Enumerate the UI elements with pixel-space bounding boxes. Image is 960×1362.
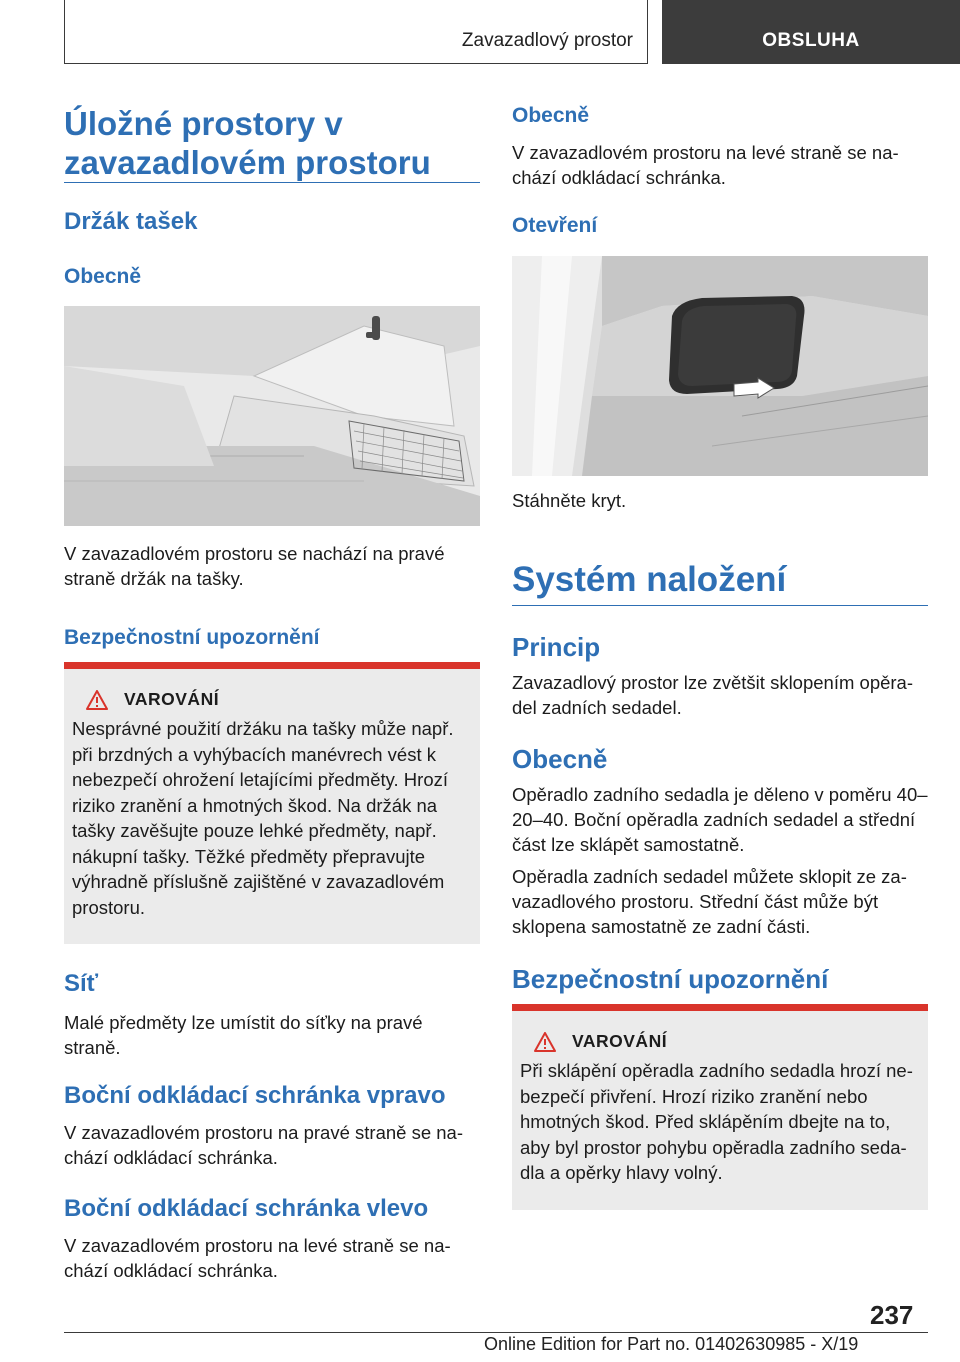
bag-holder-paragraph: V zavazadlovém prostoru se nachází na pravé straně držák na tašky. (64, 543, 445, 589)
principle-paragraph: Zavazadlový prostor lze zvětšit sklopením opěradel zadních sedadel. (512, 672, 914, 718)
footer-rule (64, 1332, 928, 1333)
loading-title-rule (512, 605, 928, 606)
net-paragraph: Malé předměty lze umístit do síťky na pravé straně. (64, 1012, 423, 1058)
footer-edition: Online Edition for Part no. 01402630985 - X/19 (484, 1334, 859, 1354)
warning-box-right (512, 1004, 928, 1210)
heading-net: Síť (64, 970, 99, 997)
heading-principle: Princip (512, 632, 601, 662)
warning-header (72, 689, 470, 710)
heading-right-box: Boční odkládací schránka vpravo (64, 1082, 446, 1109)
trunk-illustration (64, 306, 480, 526)
general2a-paragraph: Opěradlo zadního sedadla je děleno v poměru 40–20–40. Boční opěradla zadních sedadel a střední část lze sklápět samostatně. (512, 784, 928, 855)
heading-general: Obecně (64, 265, 142, 288)
page-number: 237 (870, 1300, 914, 1330)
right-box-paragraph: V zavazadlovém prostoru na pravé straně se nachází odkládací schránka. (64, 1122, 463, 1168)
header-frame (64, 0, 648, 64)
warning-triangle-icon (534, 1032, 556, 1052)
heading-bag-holder: Držák tašek (64, 208, 198, 235)
general-right-paragraph: V zavazadlovém prostoru na levé straně se nachází odkládací schránka. (512, 142, 899, 188)
warning-text: Nesprávné použití držáku na tašky může např. při brzdných a vyhýbacích manévrech vést k nebezpečí ohrožení letajícími předměty. Hrozí riziko zranění a hmotných škod. Na držák na tašky zavěšujte pouze lehké předměty, např. nákupní tašky. Těžké předměty přepravujte výhradně příslušně zajištěné v zavazadlovém prostoru. (72, 718, 454, 918)
heading-general-right: Obecně (512, 104, 590, 127)
heading-safety-right: Bezpečnostní upozornění (512, 964, 829, 994)
warning-triangle-icon (86, 690, 108, 710)
heading-open: Otevření (512, 214, 598, 237)
header-chapter-label: OBSLUHA (762, 30, 860, 51)
trunk-bag-holder-image (64, 306, 480, 526)
left-box-paragraph: V zavazadlovém prostoru na levé straně se nachází odkládací schránka. (64, 1235, 451, 1281)
warning-title-right: VAROVÁNÍ (572, 1031, 668, 1051)
header-chapter-tab (662, 0, 960, 64)
warning-title: VAROVÁNÍ (124, 689, 220, 709)
heading-safety: Bezpečnostní upozornění (64, 626, 320, 649)
header-section-title: Zavazadlový prostor (461, 30, 633, 51)
warning-text-right: Při sklápění opěradla zadního sedadla hrozí nebezpečí přivření. Hrozí riziko zranění nebo hmotných škod. Před sklápěním dbejte na to, aby byl prostor pohybu opěradla zadního sedadla a opěrky hlavy volný. (520, 1060, 913, 1183)
warning-box (64, 662, 480, 944)
heading-general2: Obecně (512, 744, 608, 774)
general2b-paragraph: Opěradla zadních sedadel můžete sklopit ze zavazadlového prostoru. Střední část může být sklopena samostatně ze zadní části. (512, 866, 907, 937)
heading-left-box: Boční odkládací schránka vlevo (64, 1195, 429, 1222)
page-title: Úložné prostory v zavazadlovém prostoru (64, 105, 431, 181)
warning-header-right (520, 1031, 918, 1052)
open-paragraph: Stáhněte kryt. (512, 490, 627, 511)
section-title-loading: Systém naložení (512, 560, 787, 599)
title-rule (64, 182, 480, 183)
left-box-illustration (512, 256, 928, 476)
left-box-opening-image (512, 256, 928, 476)
